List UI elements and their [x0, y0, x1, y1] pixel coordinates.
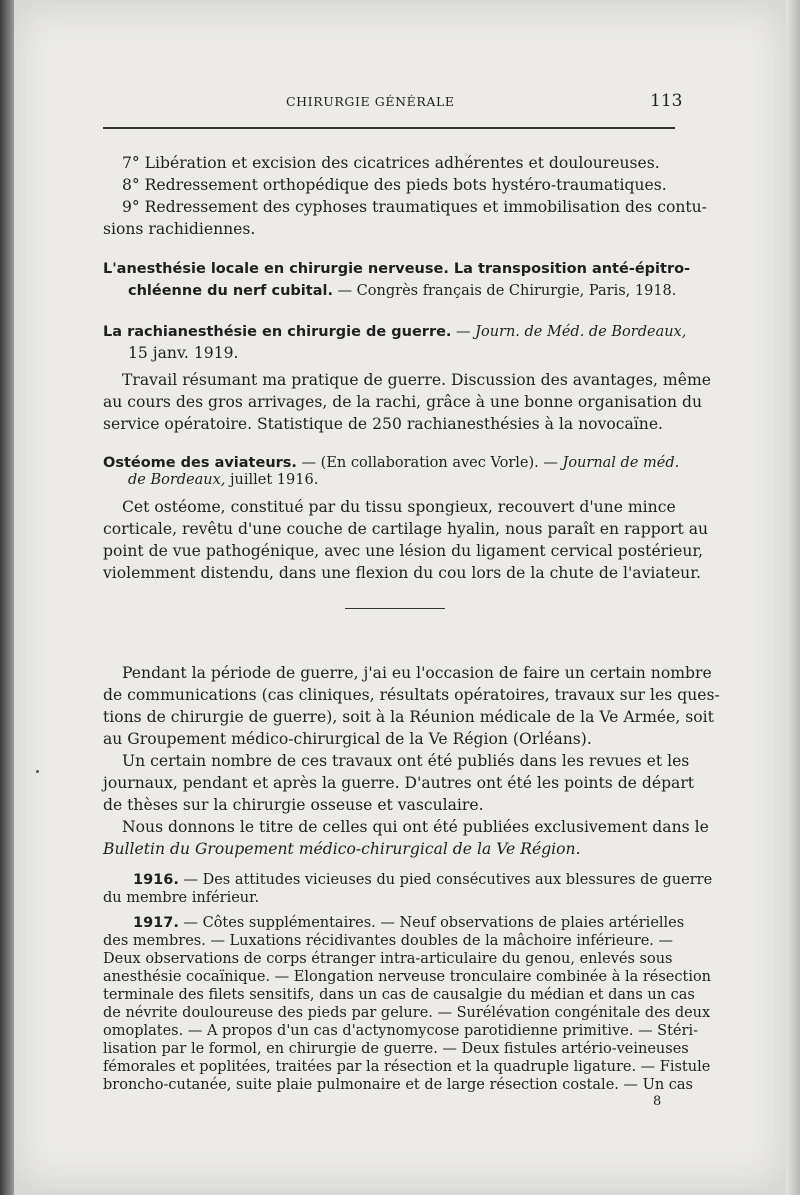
entry-anesthesie-title-line2: chléenne du nerf cubital.: [128, 283, 333, 299]
list-item-8: 8° Redressement orthopédique des pieds bots hystéro-traumatiques.: [122, 176, 667, 194]
war-para1-line4: au Groupement médico-chirurgical de la Ve Région (Orléans).: [103, 730, 592, 748]
entry-osteome-date: juillet 1916.: [225, 472, 319, 488]
entry-rachi-date: 15 janv. 1919.: [128, 344, 239, 362]
paper-speck: [36, 770, 39, 773]
entry-anesthesie-source: — Congrès français de Chirurgie, Paris, 1918.: [332, 283, 677, 299]
list-item-7: 7° Libération et excision des cicatrices adhérentes et douloureuses.: [122, 154, 660, 172]
war-para1-line1: Pendant la période de guerre, j'ai eu l'occasion de faire un certain nombre: [122, 664, 712, 682]
section-separator: [345, 608, 445, 609]
running-title: CHIRURGIE GÉNÉRALE: [286, 94, 455, 109]
entry-anesthesie-ref: [128, 280, 676, 302]
entry-rachi-title: [103, 321, 686, 343]
year-1917-line5: terminale des filets sensitifs, dans un cas de causalgie du médian et dans un cas: [103, 987, 695, 1003]
page-number: 113: [650, 91, 683, 111]
year-1916-line2: du membre inférieur.: [103, 890, 260, 906]
entry-osteome-body-4: violemment distendu, dans une flexion du cou lors de la chute de l'aviateur.: [103, 564, 701, 582]
list-item-9: 9° Redressement des cyphoses traumatiques et immobilisation des contu-: [122, 198, 707, 216]
entry-rachi-journal: Journ. de Méd. de Bordeaux,: [475, 324, 687, 340]
signature-mark: 8: [653, 1094, 662, 1109]
entry-rachi-dash: —: [451, 324, 476, 340]
header-rule: [103, 127, 675, 129]
entry-osteome-body-3: point de vue pathogénique, avec une lésion du ligament cervical postérieur,: [103, 542, 704, 560]
entry-anesthesie-title: [103, 258, 690, 280]
year-1917-line2: des membres. — Luxations récidivantes doubles de la mâchoire inférieure. —: [103, 933, 674, 949]
entry-osteome-journal: Journal de méd.: [562, 455, 680, 471]
year-1917-line8: lisation par le formol, en chirurgie de guerre. — Deux fistules artério-veineuses: [103, 1041, 689, 1057]
entry-osteome-journal-cont: de Bordeaux,: [128, 472, 226, 488]
war-para1-line2: de communications (cas cliniques, résultats opératoires, travaux sur les ques-: [103, 686, 720, 704]
year-1916-text: — Des attitudes vicieuses du pied consécutives aux blessures de guerre: [178, 872, 713, 888]
war-para2-line2: journaux, pendant et après la guerre. D'autres ont été les points de départ: [103, 774, 695, 792]
entry-rachi-body-2: au cours des gros arrivages, de la rachi, grâce à une bonne organisation du: [103, 393, 703, 411]
list-item-9-cont: sions rachidiennes.: [103, 220, 256, 238]
page-shadow-right: [786, 0, 800, 1195]
page-shadow-left: [0, 0, 14, 1195]
year-1916: 1916.: [133, 872, 179, 888]
year-1917-line3: Deux observations de corps étranger intra-articulaire du genou, enlevés sous: [103, 951, 673, 967]
entry-osteome-collab: — (En collaboration avec Vorle). —: [296, 455, 563, 471]
war-para1-line3: tions de chirurgie de guerre), soit à la Réunion médicale de la Ve Armée, soit: [103, 708, 714, 726]
year-1917-line7: omoplates. — A propos d'un cas d'actynomycose parotidienne primitive. — Stéri-: [103, 1023, 698, 1039]
entry-osteome-body-1: Cet ostéome, constitué par du tissu spongieux, recouvert d'une mince: [122, 498, 676, 516]
entry-rachi-body-1: Travail résumant ma pratique de guerre. Discussion des avantages, même: [122, 371, 711, 389]
entry-anesthesie-title-line1: L'anesthésie locale en chirurgie nerveuse. La transposition anté-épitro-: [103, 261, 691, 277]
war-para3-line1: Nous donnons le titre de celles qui ont été publiées exclusivement dans le: [122, 818, 709, 836]
year-1917-line6: de névrite douloureuse des pieds par gelure. — Surélévation congénitale des deux: [103, 1005, 711, 1021]
entry-rachi-body-3: service opératoire. Statistique de 250 rachianesthésies à la novocaïne.: [103, 415, 664, 433]
year-1917-line10: broncho-cutanée, suite plaie pulmonaire et de large résection costale. — Un cas: [103, 1077, 693, 1093]
war-para2-line3: de thèses sur la chirurgie osseuse et vasculaire.: [103, 796, 484, 814]
bulletin-title: Bulletin du Groupement médico-chirurgical de la Ve Région.: [103, 840, 581, 858]
year-1917-text: — Côtes supplémentaires. — Neuf observations de plaies artérielles: [178, 915, 685, 931]
entry-rachi-title-bold: La rachianesthésie en chirurgie de guerre.: [103, 324, 452, 340]
year-1917-line9: fémorales et poplitées, traitées par la résection et la quadruple ligature. — Fistule: [103, 1059, 711, 1075]
year-1917: 1917.: [133, 915, 179, 931]
war-para2-line1: Un certain nombre de ces travaux ont été publiés dans les revues et les: [122, 752, 690, 770]
entry-osteome-title-bold: Ostéome des aviateurs.: [103, 455, 297, 471]
entry-osteome-body-2: corticale, revêtu d'une couche de cartilage hyalin, nous paraît en rapport au: [103, 520, 709, 538]
year-1917-line4: anesthésie cocaïnique. — Elongation nerveuse tronculaire combinée à la résection: [103, 969, 712, 985]
entry-osteome-ref-line2: [128, 469, 318, 491]
war-para3-line2: [103, 838, 581, 860]
